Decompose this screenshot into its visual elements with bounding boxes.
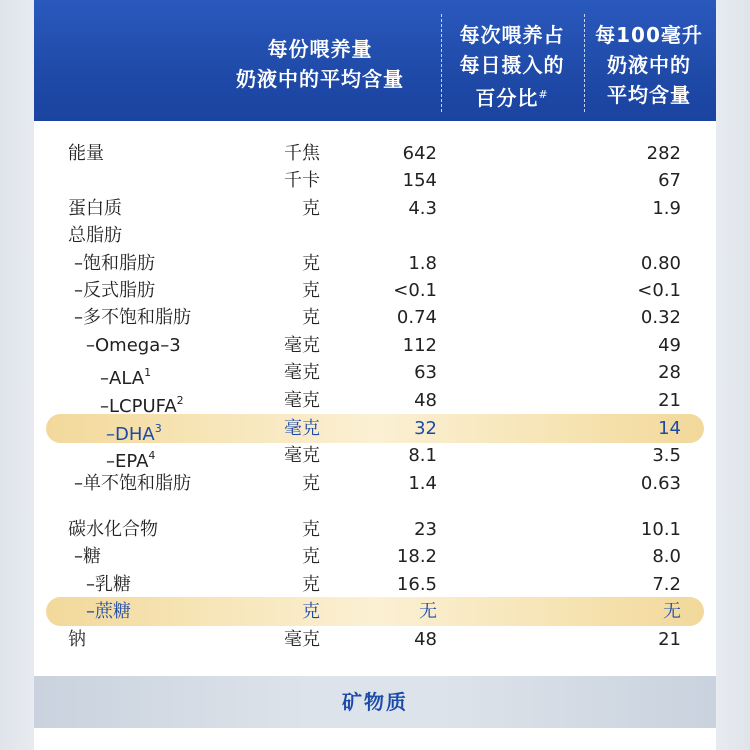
nutrient-name: –ALA	[100, 368, 145, 389]
per-100ml-value: 21	[658, 390, 681, 411]
header-col-per-100ml	[585, 20, 713, 110]
nutrient-unit: 克	[302, 546, 320, 567]
per-100ml-value: 49	[658, 335, 681, 356]
per-serving-value: 4.3	[408, 198, 437, 219]
per-100ml-value: 28	[658, 362, 681, 383]
per-serving-value: 48	[414, 390, 437, 411]
table-row	[0, 442, 750, 472]
table-row	[0, 195, 750, 222]
per-serving-value: 642	[402, 143, 437, 164]
nutrient-unit: 克	[302, 307, 320, 328]
per-100ml-value: 1.9	[652, 198, 681, 219]
per-serving-value: 16.5	[396, 574, 437, 595]
per-serving-value: <0.1	[393, 280, 437, 301]
section-title-minerals: 矿物质	[342, 690, 408, 714]
table-row	[0, 277, 750, 304]
table-row	[0, 543, 750, 570]
nutrient-name: –蔗糖	[86, 601, 131, 622]
per-100ml-value: 10.1	[640, 519, 681, 540]
nutrient-unit: 克	[302, 574, 320, 595]
per-100ml-value: 无	[663, 601, 681, 622]
table-row	[0, 140, 750, 167]
table-row	[0, 387, 750, 417]
per-serving-value: 1.8	[408, 253, 437, 274]
per-100ml-value: 21	[658, 629, 681, 650]
header-col2-line1: 每次喂养占	[459, 23, 565, 47]
nutrient-unit: 克	[302, 601, 320, 622]
nutrient-name: 钠	[68, 629, 86, 650]
header-col2-line3: 百分比	[475, 86, 539, 110]
per-serving-value: 154	[402, 170, 437, 191]
per-100ml-value: 282	[646, 143, 681, 164]
table-row	[0, 470, 750, 497]
nutrient-unit: 毫克	[284, 418, 320, 439]
header-col3-line3: 平均含量	[607, 83, 691, 107]
table-row	[0, 167, 750, 194]
per-100ml-value: 0.80	[640, 253, 681, 274]
per-serving-value: 18.2	[396, 546, 437, 567]
per-100ml-value: 0.32	[640, 307, 681, 328]
header-col-daily-percent	[441, 20, 583, 113]
nutrient-unit: 毫克	[284, 390, 320, 411]
nutrient-name: –多不饱和脂肪	[74, 307, 191, 328]
header-col-per-serving	[205, 34, 435, 94]
footnote-mark: 4	[148, 449, 156, 462]
table-row	[0, 359, 750, 389]
per-100ml-value: 8.0	[652, 546, 681, 567]
per-100ml-value: 67	[658, 170, 681, 191]
per-serving-value: 48	[414, 629, 437, 650]
nutrient-unit: 克	[302, 280, 320, 301]
header-col3-line2: 奶液中的	[607, 53, 691, 77]
per-serving-value: 0.74	[396, 307, 437, 328]
nutrient-unit: 毫克	[284, 335, 320, 356]
table-row	[0, 222, 750, 249]
per-100ml-value: <0.1	[637, 280, 681, 301]
table-row	[0, 516, 750, 543]
nutrient-unit: 千焦	[284, 143, 320, 164]
nutrient-unit: 毫克	[284, 629, 320, 650]
table-row	[0, 626, 750, 653]
table-row	[0, 571, 750, 598]
table-row	[0, 332, 750, 359]
table-row-highlighted	[0, 598, 750, 625]
nutrient-name: 能量	[68, 143, 104, 164]
nutrient-name: 碳水化合物	[68, 519, 158, 540]
nutrient-name: –饱和脂肪	[74, 253, 155, 274]
footnote-mark: 2	[176, 394, 184, 407]
table-row-highlighted	[0, 415, 750, 445]
per-100ml-value: 7.2	[652, 574, 681, 595]
footnote-mark: 1	[144, 366, 152, 379]
header-col1-line2: 奶液中的平均含量	[236, 67, 404, 91]
nutrient-unit: 毫克	[284, 445, 320, 466]
per-serving-value: 32	[414, 418, 437, 439]
nutrient-name: –反式脂肪	[74, 280, 155, 301]
nutrient-unit: 克	[302, 519, 320, 540]
nutrient-name: –EPA	[106, 451, 149, 472]
nutrient-unit: 千卡	[284, 170, 320, 191]
nutrient-name: –LCPUFA	[100, 396, 177, 417]
footnote-mark: 3	[154, 422, 162, 435]
header-col2-mark: #	[538, 88, 549, 101]
per-100ml-value: 14	[658, 418, 681, 439]
table-row	[0, 250, 750, 277]
nutrient-name: –乳糖	[86, 574, 131, 595]
per-serving-value: 8.1	[408, 445, 437, 466]
header-col2-line2: 每日摄入的	[459, 53, 565, 77]
per-serving-value: 23	[414, 519, 437, 540]
header-col3-line1: 每100毫升	[595, 23, 703, 47]
per-serving-value: 112	[402, 335, 437, 356]
nutrient-name: –Omega–3	[86, 335, 181, 356]
header-col1-line1: 每份喂养量	[267, 37, 373, 61]
nutrient-unit: 克	[302, 198, 320, 219]
per-serving-value: 无	[419, 601, 437, 622]
nutrient-name: –DHA	[106, 424, 155, 445]
nutrient-unit: 克	[302, 473, 320, 494]
per-serving-value: 63	[414, 362, 437, 383]
per-100ml-value: 3.5	[652, 445, 681, 466]
nutrient-unit: 克	[302, 253, 320, 274]
nutrient-name: –糖	[74, 546, 101, 567]
table-row	[0, 304, 750, 331]
nutrient-unit: 毫克	[284, 362, 320, 383]
nutrient-name: 蛋白质	[68, 198, 122, 219]
nutrient-name: 总脂肪	[68, 225, 122, 246]
nutrient-name: –单不饱和脂肪	[74, 473, 191, 494]
per-100ml-value: 0.63	[640, 473, 681, 494]
per-serving-value: 1.4	[408, 473, 437, 494]
